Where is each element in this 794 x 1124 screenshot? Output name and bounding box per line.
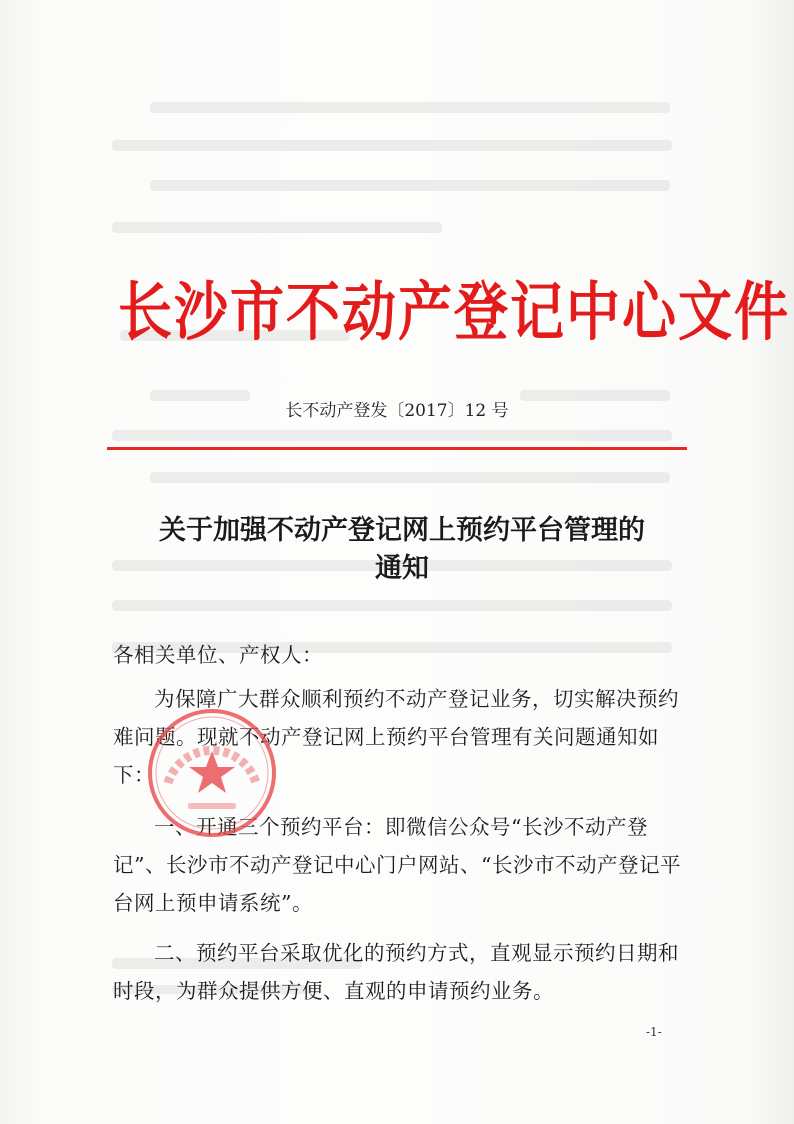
body-paragraph-intro: 为保障广大群众顺利预约不动产登记业务，切实解决预约难问题。现就不动产登记网上预约平台管理有关问题通知如下： (113, 687, 679, 787)
notice-title-line-2: 通知 (375, 553, 429, 584)
show-through-line (112, 140, 672, 151)
document-number: 长不动产登发〔2017〕12 号 (285, 401, 509, 421)
body-paragraph-item-2: 二、预约平台采取优化的预约方式，直观显示预约日期和时段，为群众提供方便、直观的申请预约业务。 (113, 941, 679, 1003)
page-number: -1- (646, 1025, 662, 1039)
red-header-rule (107, 447, 687, 450)
body-paragraph-item-1: 一、开通三个预约平台：即微信公众号“长沙不动产登记”、长沙市不动产登记中心门户网站、“长沙市不动产登记平台网上预申请系统”。 (113, 815, 681, 915)
show-through-line (112, 600, 672, 611)
addressee: 各相关单位、产权人： (113, 643, 323, 667)
show-through-line (150, 180, 670, 191)
notice-title (122, 512, 682, 588)
show-through-line (150, 472, 670, 483)
show-through-line (150, 102, 670, 113)
official-seal-icon (144, 705, 280, 841)
issuing-authority-title: 长沙市不动产登记中心文件 (118, 273, 790, 350)
notice-title-line-1: 关于加强不动产登记网上预约平台管理的 (159, 515, 645, 546)
show-through-line (112, 222, 442, 233)
show-through-line (112, 430, 672, 441)
